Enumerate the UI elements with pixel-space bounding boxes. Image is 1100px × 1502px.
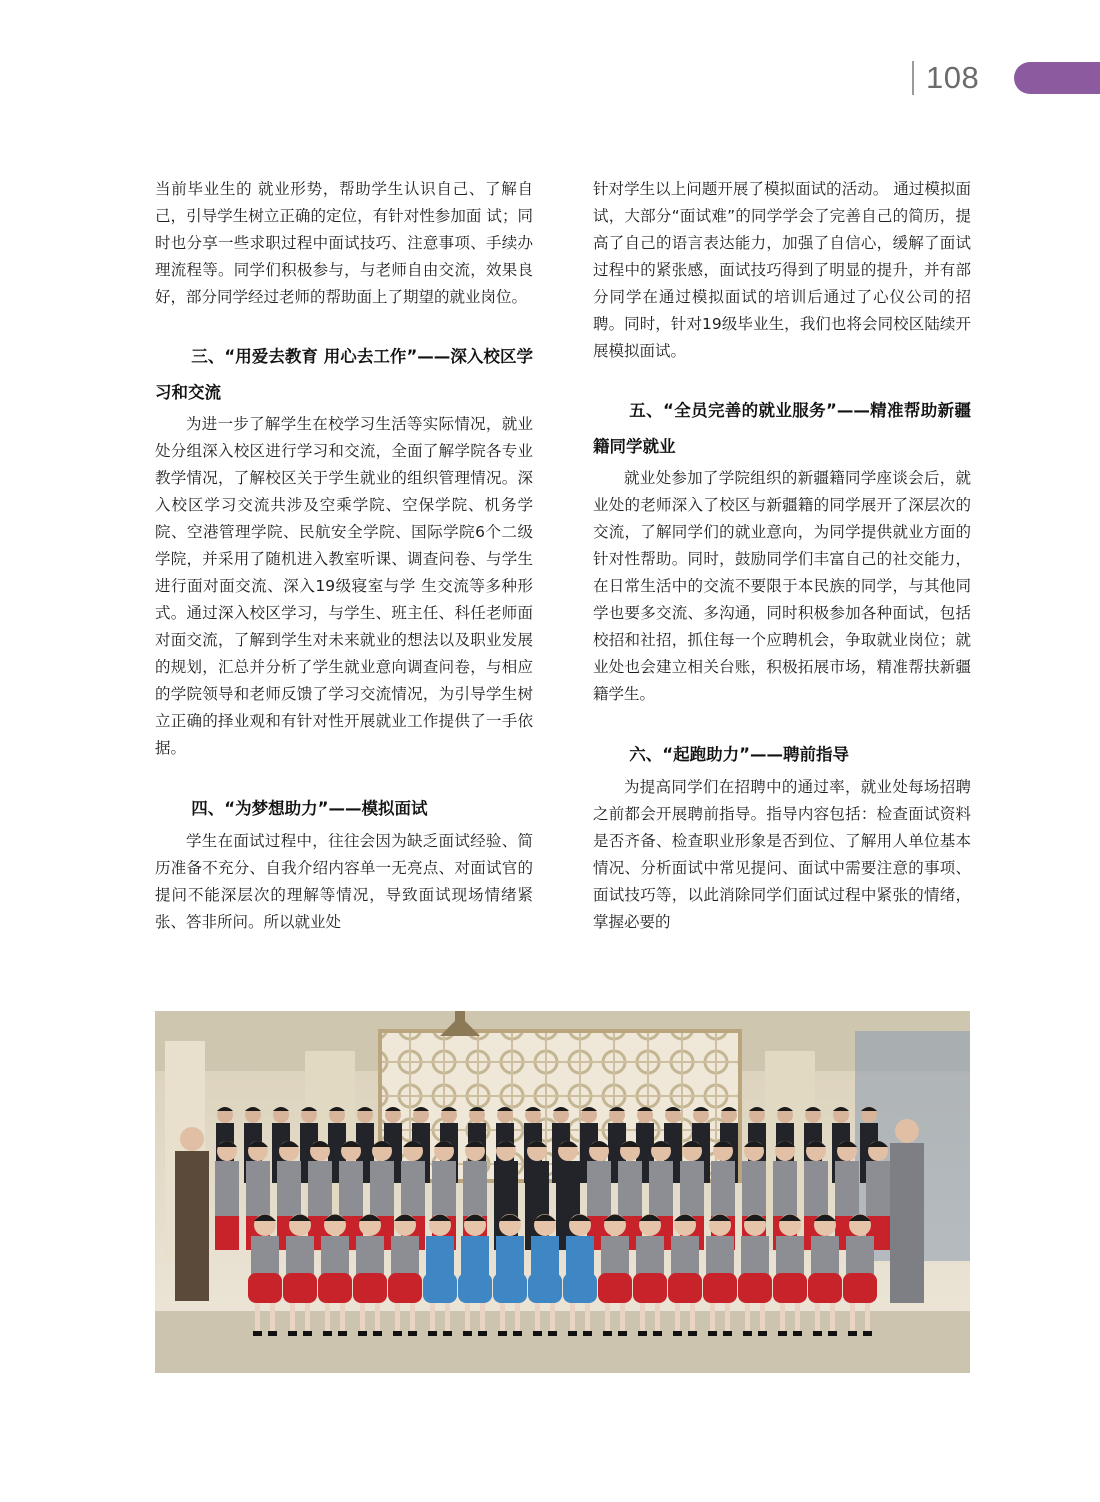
front-row-person — [426, 1236, 454, 1278]
page-number-area — [912, 58, 979, 98]
front-row-person — [706, 1236, 734, 1278]
front-row-person — [531, 1236, 559, 1278]
page-number-divider — [912, 61, 914, 95]
middle-row-person — [463, 1161, 487, 1219]
front-row-person — [601, 1236, 629, 1278]
page-number: 108 — [926, 60, 980, 95]
middle-row-person — [370, 1161, 394, 1219]
middle-row-person — [866, 1161, 890, 1219]
paragraph-section-4: 学生在面试过程中，往往会因为缺乏面试经验、简历准备不充分、自我介绍内容单一无亮点、对面试官的提问不能深层次的理解等情况，导致面试现场情绪紧张、答非所问。所以就业处 — [155, 832, 533, 931]
middle-row-person — [649, 1161, 673, 1219]
middle-row-person — [525, 1161, 549, 1219]
middle-row-person — [215, 1161, 239, 1219]
paragraph-section-5: 就业处参加了学院组织的新疆籍同学座谈会后，就业处的老师深入了校区与新疆籍的同学展开了深层次的交流，了解同学们的就业意向，为同学提供就业方面的针对性帮助。同时，鼓励同学们丰富自己的社交能力，在日常生活中的交流不要限于本民族的同学，与其他同学也要多交流、多沟通，同时积极参加各种面试，包括校招和社招，抓住每一个应聘机会，争取就业岗位；就业处也会建立相关台账，积极拓展市场，精准帮扶新疆籍学生。 — [593, 469, 971, 703]
middle-row-person — [742, 1161, 766, 1219]
heading-section-3: 三、“用爱去教育 用心去工作”——深入校区学习和交流 — [155, 347, 533, 402]
middle-row-person — [711, 1161, 735, 1219]
front-row-person — [356, 1236, 384, 1278]
middle-row-person — [432, 1161, 456, 1219]
paragraph-section-6: 为提高同学们在招聘中的通过率，就业处每场招聘之前都会开展聘前指导。指导内容包括：检查面试资料是否齐备、检查职业形象是否到位、了解用人单位基本情况、分析面试中常见提问、面试中需要注意的事项、面试技巧等，以此消除同学们面试过程中紧张的情绪，掌握必要的 — [593, 778, 971, 931]
group-photo-illustration — [155, 1011, 970, 1373]
front-row-person — [391, 1236, 419, 1278]
heading-section-6: 六、“起跑助力”——聘前指导 — [629, 745, 849, 764]
front-row-person — [566, 1236, 594, 1278]
page-tab-decoration — [1014, 62, 1100, 94]
side-person-left — [175, 1151, 209, 1301]
left-column — [155, 176, 533, 936]
front-row-person — [461, 1236, 489, 1278]
middle-row-person — [339, 1161, 363, 1219]
middle-row-person — [773, 1161, 797, 1219]
front-row-person — [846, 1236, 874, 1278]
front-row-person — [286, 1236, 314, 1278]
middle-row-person — [277, 1161, 301, 1219]
front-row-person — [636, 1236, 664, 1278]
front-row-person — [321, 1236, 349, 1278]
middle-row-person — [308, 1161, 332, 1219]
right-column — [593, 176, 971, 936]
heading-section-5: 五、“全员完善的就业服务”——精准帮助新疆籍同学就业 — [593, 401, 971, 456]
middle-row-person — [246, 1161, 270, 1219]
heading-section-4: 四、“为梦想助力”——模拟面试 — [191, 799, 428, 818]
paragraph-intro-continued: 当前毕业生的 就业形势，帮助学生认识自己、了解自己，引导学生树立正确的定位，有针对性参加面 试；同时也分享一些求职过程中面试技巧、注意事项、手续办理流程等。同学们积极参与，与老师自由交流，效果良好，部分同学经过老师的帮助面上了期望的就业岗位。 — [155, 180, 533, 306]
floor — [155, 1311, 970, 1373]
front-row-person — [776, 1236, 804, 1278]
middle-row-person — [680, 1161, 704, 1219]
middle-row-person — [401, 1161, 425, 1219]
group-photo — [155, 1011, 970, 1373]
middle-row-person — [556, 1161, 580, 1219]
middle-row-person — [835, 1161, 859, 1219]
front-row-person — [496, 1236, 524, 1278]
front-row-person — [741, 1236, 769, 1278]
middle-row-person — [618, 1161, 642, 1219]
middle-row-person — [804, 1161, 828, 1219]
front-row-person — [811, 1236, 839, 1278]
middle-row-person — [494, 1161, 518, 1219]
front-row-person — [251, 1236, 279, 1278]
paragraph-section-4-continued: 针对学生以上问题开展了模拟面试的活动。 通过模拟面试，大部分“面试难”的同学学会了完善自己的简历，提高了自己的语言表达能力，加强了自信心，缓解了面试过程中的紧张感，面试技巧得到了明显的提升，并有部分同学在通过模拟面试的培训后通过了心仪公司的招聘。同时，针对19级毕业生，我们也将会同校区陆续开展模拟面试。 — [593, 180, 971, 360]
middle-row-person — [587, 1161, 611, 1219]
side-person-right — [890, 1143, 924, 1303]
paragraph-section-3: 为进一步了解学生在校学习生活等实际情况，就业处分组深入校区进行学习和交流，全面了解学院各专业教学情况，了解校区关于学生就业的组织管理情况。深入校区学习交流共涉及空乘学院、空保学院、机务学院、空港管理学院、民航安全学院、国际学院6个二级学院，并采用了随机进入教室听课、调查问卷、与学生进行面对面交流、深入19级寝室与学 生交流等多种形式。通过深入校区学习，与学生、班主任、科任老师面对面交流，了解到学生对未来就业的想法以及职业发展的规划，汇总并分析了学生就业意向调查问卷，与相应的学院领导和老师反馈了学习交流情况，为引导学生树立正确的择业观和有针对性开展就业工作提供了一手依据。 — [155, 415, 533, 757]
front-row-person — [671, 1236, 699, 1278]
